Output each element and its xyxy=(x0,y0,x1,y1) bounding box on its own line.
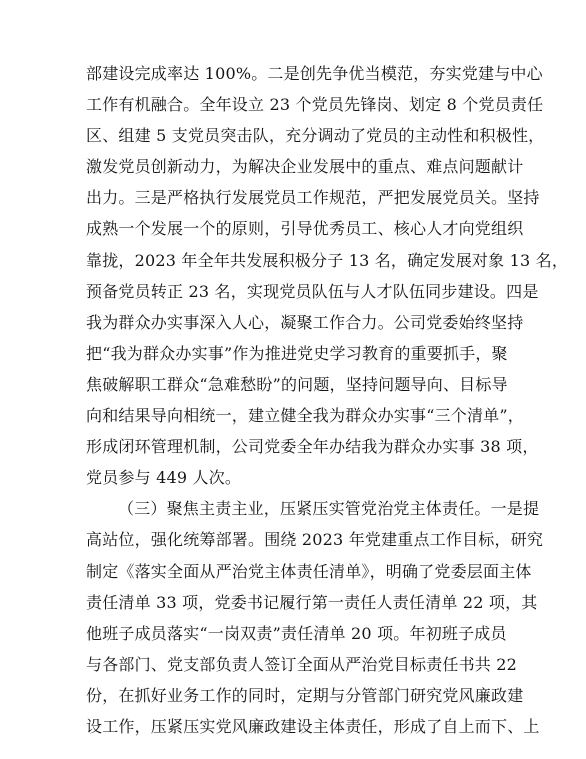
text-line: 激发党员创新动力，为解决企业发展中的重点、难点问题献计 xyxy=(86,157,524,177)
text-line: 我为群众办实事深入人心，凝聚工作合力。公司党委始终坚持 xyxy=(86,312,524,332)
text-line: 工作有机融合。全年设立 23 个党员先锋岗、划定 8 个党员责任 xyxy=(86,95,544,115)
text-line: 焦破解职工群众“急难愁盼”的问题，坚持问题导向、目标导 xyxy=(86,374,508,394)
text-line: 出力。三是严格执行发展党员工作规范，严把发展党员关。坚持 xyxy=(86,188,540,208)
text-line: 预备党员转正 23 名，实现党员队伍与人才队伍同步建设。四是 xyxy=(86,281,539,301)
text-line: 设工作，压紧压实党风廉政建设主体责任，形成了自上而下、上 xyxy=(86,716,540,736)
text-line: 向和结果导向相统一，建立健全我为群众办实事“三个清单”， xyxy=(86,406,524,426)
text-line: 区、组建 5 支党员突击队，充分调动了党员的主动性和积极性， xyxy=(86,126,545,146)
text-line: 制定《落实全面从严治党主体责任清单》，明确了党委层面主体 xyxy=(86,561,532,581)
text-line: 党员参与 449 人次。 xyxy=(86,468,242,488)
section-heading-line: （三）聚焦主责主业，压紧压实管党治党主体责任。一是提 xyxy=(118,499,540,519)
text-line: 成熟一个发展一个的原则，引导优秀员工、核心人才向党组织 xyxy=(86,219,524,239)
text-line: 责任清单 33 项，党委书记履行第一责任人责任清单 22 项，其 xyxy=(86,592,538,612)
text-line: 与各部门、党支部负责人签订全面从严治党目标责任书共 22 xyxy=(86,654,518,674)
text-line: 高站位，强化统筹部署。围绕 2023 年党建重点工作目标，研究 xyxy=(86,530,544,550)
document-body xyxy=(86,64,569,750)
text-line: 靠拢，2023 年全年共发展积极分子 13 名，确定发展对象 13 名， xyxy=(86,250,569,270)
text-line: 份，在抓好业务工作的同时，定期与分管部门研究党风廉政建 xyxy=(86,685,524,705)
text-line: 部建设完成率达 100%。二是创先争优当模范，夯实党建与中心 xyxy=(86,64,543,83)
text-line: 形成闭环管理机制，公司党委全年办结我为群众办实事 38 项， xyxy=(86,437,539,457)
text-line: 把“我为群众办实事”作为推进党史学习教育的重要抓手，聚 xyxy=(86,343,508,363)
text-line: 他班子成员落实“一岗双责”责任清单 20 项。年初班子成员 xyxy=(86,623,507,643)
